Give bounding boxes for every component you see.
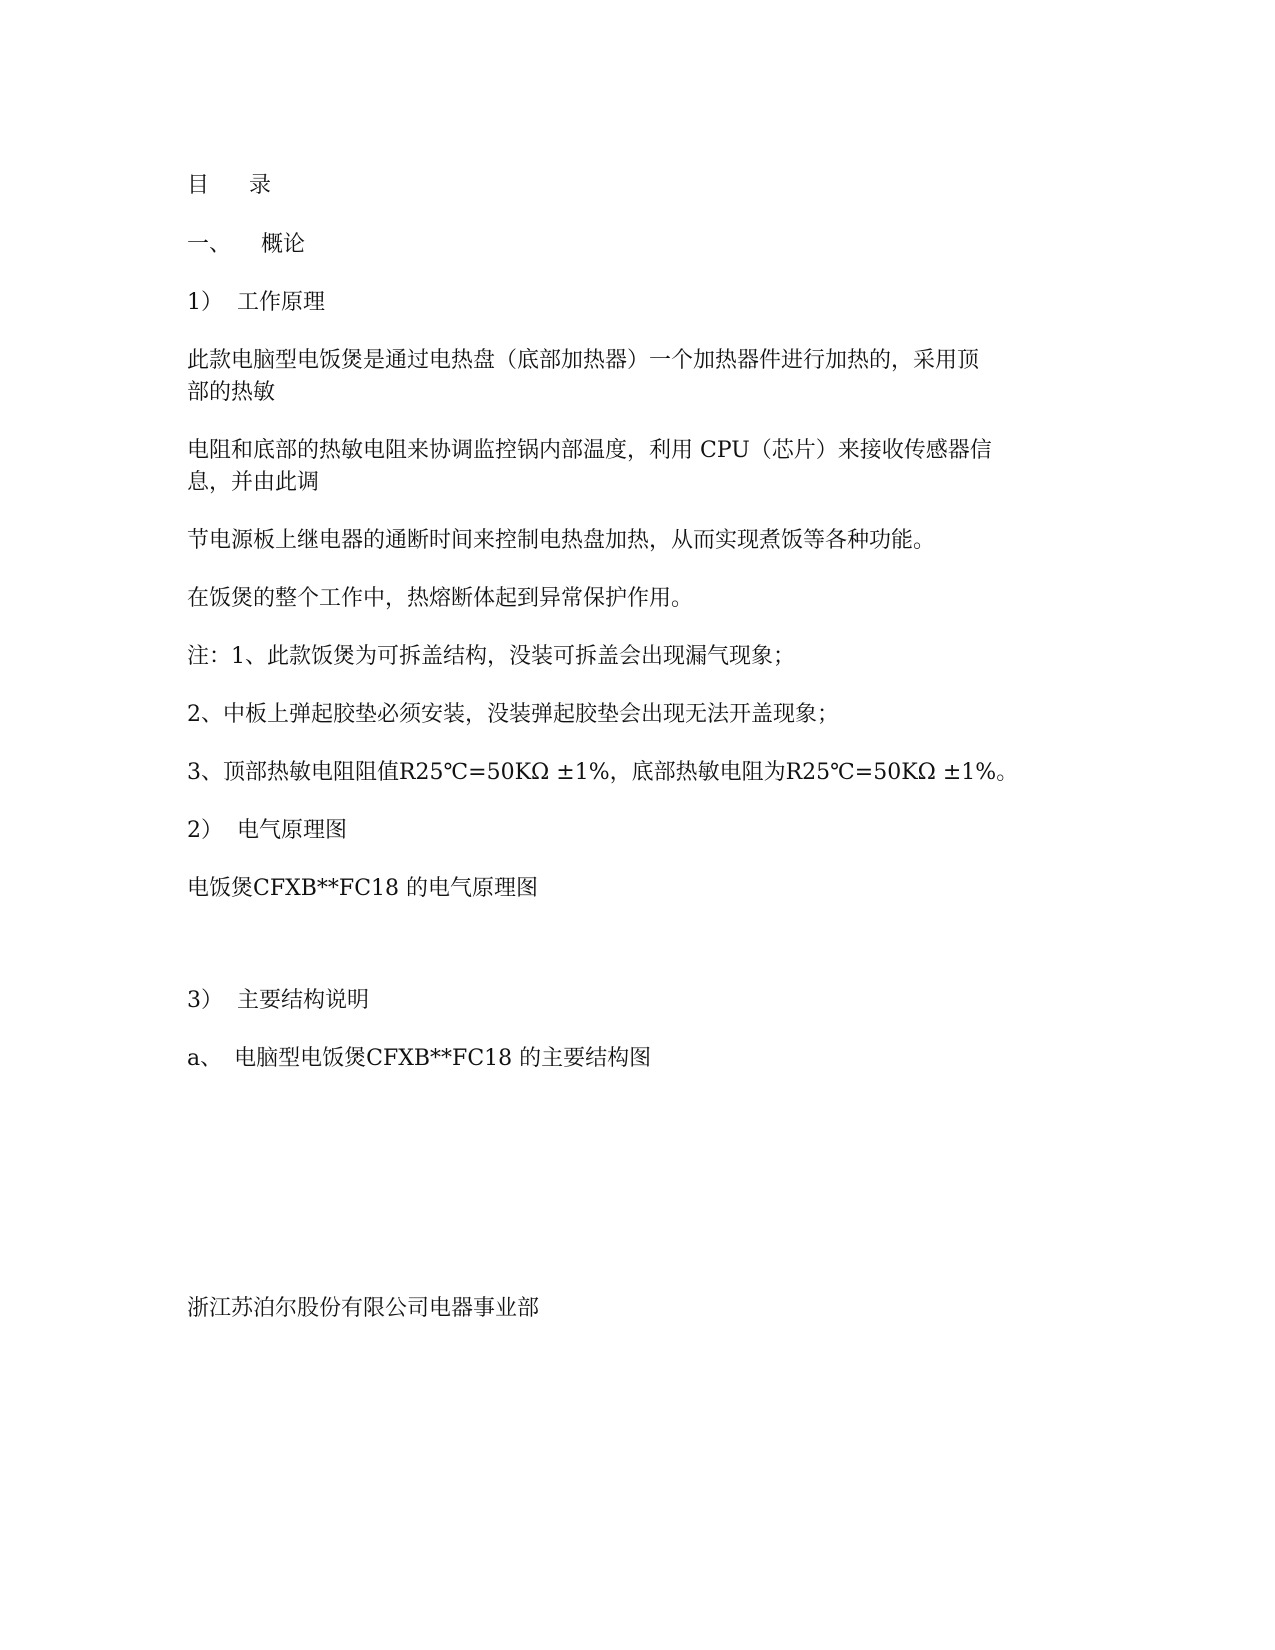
diagram-caption: 电饭煲CFXB**FC18 的电气原理图	[187, 876, 539, 901]
subsection-3-heading	[187, 985, 1087, 1017]
subsection-2-title: 电气原理图	[237, 818, 348, 843]
note-3: 3、顶部热敏电阻阻值R25℃=50KΩ ±1%，底部热敏电阻为R25℃=50KΩ ±1%。	[187, 760, 1019, 785]
note-1: 注：1、此款饭煲为可拆盖结构，没装可拆盖会出现漏气现象；	[187, 644, 795, 669]
toc-title-right: 录	[249, 173, 272, 198]
paragraph-2-line-2: 息，并由此调	[187, 470, 320, 495]
footer-company-name: 浙江苏泊尔股份有限公司电器事业部	[187, 1296, 540, 1321]
subsection-3a-heading	[187, 1043, 1087, 1075]
subsection-1-number: 1）	[187, 290, 223, 315]
paragraph-1-line-1: 此款电脑型电饭煲是通过电热盘（底部加热器）一个加热器件进行加热的，采用顶	[187, 348, 980, 373]
note-2: 2、中板上弹起胶垫必须安装，没装弹起胶垫会出现无法开盖现象；	[187, 702, 839, 727]
section-1-heading	[187, 229, 1087, 261]
subsection-1-heading	[187, 287, 1087, 319]
subsection-2-heading	[187, 815, 1087, 847]
subsection-3-title: 主要结构说明	[237, 988, 370, 1013]
subsection-3a-title: 电脑型电饭煲CFXB**FC18 的主要结构图	[234, 1046, 652, 1071]
toc-title-left: 目	[187, 173, 210, 198]
subsection-3a-number: a、	[187, 1046, 223, 1071]
subsection-3-number: 3）	[187, 988, 223, 1013]
paragraph-4: 在饭煲的整个工作中，热熔断体起到异常保护作用。	[187, 586, 694, 611]
section-1-title: 概论	[261, 232, 306, 257]
toc-title	[187, 170, 1087, 202]
subsection-2-number: 2）	[187, 818, 223, 843]
paragraph-2-line-1: 电阻和底部的热敏电阻来协调监控锅内部温度，利用 CPU（芯片）来接收传感器信	[187, 438, 992, 463]
subsection-1-title: 工作原理	[237, 290, 326, 315]
paragraph-1-line-2: 部的热敏	[187, 380, 276, 405]
paragraph-3: 节电源板上继电器的通断时间来控制电热盘加热，从而实现煮饭等各种功能。	[187, 528, 936, 553]
section-1-number: 一、	[187, 232, 232, 257]
